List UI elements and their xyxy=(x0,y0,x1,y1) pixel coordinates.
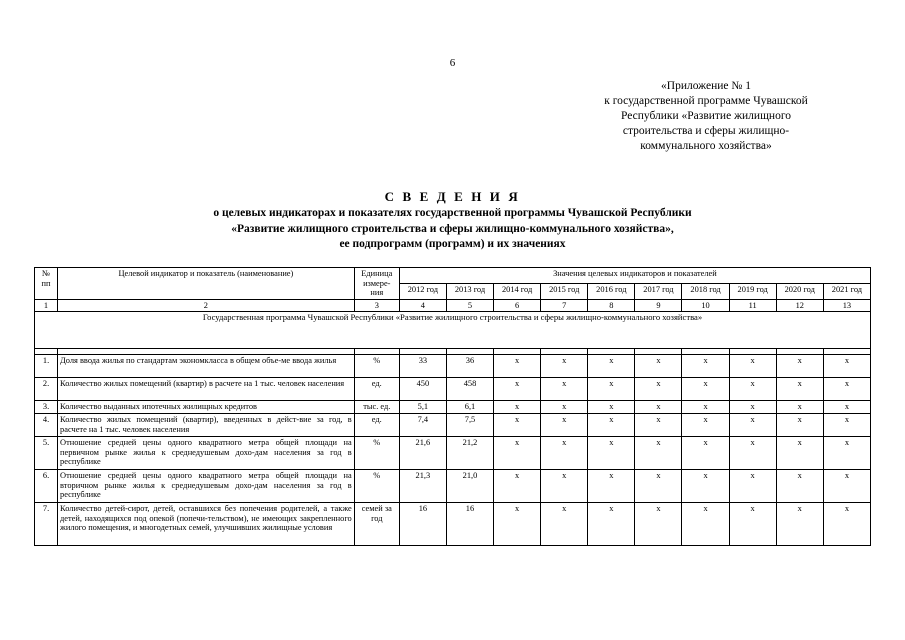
value-cell: x xyxy=(823,355,870,378)
value-cell: x xyxy=(776,378,823,401)
header-indicator: Целевой индикатор и показатель (наименование) xyxy=(58,268,355,300)
row-number: 2. xyxy=(35,378,58,401)
document-title: С В Е Д Е Н И Я xyxy=(384,189,521,204)
header-values-group: Значения целевых индикаторов и показателей xyxy=(399,268,870,284)
value-cell: x xyxy=(541,502,588,545)
indicator-name: Отношение средней цены одного квадратного метра общей площади на первичном рынке жилья к среднедушевым дохо-дам населения за год в республике xyxy=(58,436,355,469)
value-cell: x xyxy=(541,469,588,502)
column-number: 8 xyxy=(588,299,635,312)
value-cell: x xyxy=(729,502,776,545)
value-cell: x xyxy=(729,401,776,414)
table-row xyxy=(35,436,871,469)
value-cell: 33 xyxy=(399,355,446,378)
header-year: 2016 год xyxy=(588,283,635,299)
value-cell: x xyxy=(729,355,776,378)
value-cell: x xyxy=(588,469,635,502)
value-cell: x xyxy=(635,401,682,414)
value-cell: 21,3 xyxy=(399,469,446,502)
unit-cell: % xyxy=(354,355,399,378)
table-header-row xyxy=(35,268,871,284)
value-cell: x xyxy=(776,436,823,469)
value-cell: x xyxy=(635,436,682,469)
column-number: 12 xyxy=(776,299,823,312)
column-number: 9 xyxy=(635,299,682,312)
row-number: 3. xyxy=(35,401,58,414)
value-cell: x xyxy=(682,401,729,414)
value-cell: 21,0 xyxy=(446,469,493,502)
header-year: 2019 год xyxy=(729,283,776,299)
header-unit: Единица измере-ния xyxy=(354,268,399,300)
indicator-name: Количество жилых помещений (квартир), введенных в дейст-вие за год, в расчете на 1 тыс. человек населения xyxy=(58,413,355,436)
unit-cell: ед. xyxy=(354,378,399,401)
value-cell: x xyxy=(635,413,682,436)
value-cell: x xyxy=(494,355,541,378)
value-cell: x xyxy=(541,436,588,469)
value-cell: x xyxy=(729,378,776,401)
value-cell: x xyxy=(682,413,729,436)
header-year: 2018 год xyxy=(682,283,729,299)
value-cell: x xyxy=(682,378,729,401)
table-row xyxy=(35,469,871,502)
indicator-name: Количество жилых помещений (квартир) в расчете на 1 тыс. человек населения xyxy=(58,378,355,401)
column-number: 6 xyxy=(494,299,541,312)
value-cell: 7,4 xyxy=(399,413,446,436)
subtitle-line: о целевых индикаторах и показателях государственной программы Чувашской Республики xyxy=(213,207,692,219)
value-cell: x xyxy=(682,502,729,545)
header-year: 2015 год xyxy=(541,283,588,299)
row-number: 7. xyxy=(35,502,58,545)
indicator-name: Отношение средней цены одного квадратного метра общей площади на вторичном рынке жилья к среднедушевым дохо-дам населения за год в республике xyxy=(58,469,355,502)
unit-cell: % xyxy=(354,436,399,469)
appendix-line: к государственной программе Чувашской xyxy=(604,95,808,107)
column-number: 10 xyxy=(682,299,729,312)
indicator-name: Количество детей-сирот, детей, оставшихся без попечения родителей, а также детей, находящихся под опекой (попечи-тельством), не имеющих закрепленного жилого помещения, и многодетных семей, улучшивших жилищные условия xyxy=(58,502,355,545)
value-cell: x xyxy=(494,401,541,414)
value-cell: x xyxy=(541,401,588,414)
appendix-line: «Приложение № 1 xyxy=(661,80,751,92)
value-cell: x xyxy=(776,469,823,502)
column-number: 1 xyxy=(35,299,58,312)
value-cell: x xyxy=(823,401,870,414)
column-number-row xyxy=(35,299,871,312)
value-cell: x xyxy=(682,436,729,469)
value-cell: x xyxy=(776,413,823,436)
value-cell: x xyxy=(823,502,870,545)
value-cell: x xyxy=(635,378,682,401)
page-number: 6 xyxy=(449,57,456,69)
value-cell: x xyxy=(494,502,541,545)
value-cell: x xyxy=(494,436,541,469)
table-row xyxy=(35,413,871,436)
value-cell: x xyxy=(541,378,588,401)
header-year: 2021 год xyxy=(823,283,870,299)
value-cell: 21,2 xyxy=(446,436,493,469)
indicators-table xyxy=(34,267,871,546)
column-number: 2 xyxy=(58,299,355,312)
value-cell: 450 xyxy=(399,378,446,401)
unit-cell: ед. xyxy=(354,413,399,436)
value-cell: x xyxy=(635,469,682,502)
value-cell: x xyxy=(494,378,541,401)
value-cell: x xyxy=(494,413,541,436)
value-cell: x xyxy=(823,436,870,469)
value-cell: 16 xyxy=(399,502,446,545)
row-number: 1. xyxy=(35,355,58,378)
value-cell: x xyxy=(776,401,823,414)
value-cell: x xyxy=(682,469,729,502)
row-number: 4. xyxy=(35,413,58,436)
section-row xyxy=(35,312,871,349)
header-year: 2012 год xyxy=(399,283,446,299)
table-row xyxy=(35,378,871,401)
subtitle-line: ее подпрограмм (программ) и их значениях xyxy=(339,238,566,250)
appendix-line: Республики «Развитие жилищного xyxy=(620,110,792,122)
column-number: 3 xyxy=(354,299,399,312)
value-cell: x xyxy=(823,469,870,502)
column-number: 7 xyxy=(541,299,588,312)
table-row xyxy=(35,502,871,545)
value-cell: x xyxy=(588,378,635,401)
value-cell: 36 xyxy=(446,355,493,378)
column-number: 11 xyxy=(729,299,776,312)
row-number: 6. xyxy=(35,469,58,502)
header-year: 2013 год xyxy=(446,283,493,299)
unit-cell: семей за год xyxy=(354,502,399,545)
appendix-note xyxy=(586,79,826,154)
value-cell: x xyxy=(682,355,729,378)
column-number: 5 xyxy=(446,299,493,312)
column-number: 13 xyxy=(823,299,870,312)
value-cell: x xyxy=(776,355,823,378)
value-cell: 7,5 xyxy=(446,413,493,436)
value-cell: 458 xyxy=(446,378,493,401)
appendix-line: коммунального хозяйства» xyxy=(640,140,772,152)
value-cell: x xyxy=(588,413,635,436)
value-cell: x xyxy=(823,378,870,401)
value-cell: 21,6 xyxy=(399,436,446,469)
header-year: 2014 год xyxy=(494,283,541,299)
value-cell: x xyxy=(776,502,823,545)
unit-cell: тыс. ед. xyxy=(354,401,399,414)
value-cell: x xyxy=(494,469,541,502)
value-cell: x xyxy=(729,469,776,502)
unit-cell: % xyxy=(354,469,399,502)
value-cell: x xyxy=(729,436,776,469)
value-cell: 16 xyxy=(446,502,493,545)
value-cell: 5,1 xyxy=(399,401,446,414)
appendix-line: строительства и сферы жилищно- xyxy=(622,125,790,137)
value-cell: x xyxy=(823,413,870,436)
value-cell: x xyxy=(541,355,588,378)
value-cell: x xyxy=(588,355,635,378)
value-cell: x xyxy=(588,401,635,414)
value-cell: x xyxy=(729,413,776,436)
row-number: 5. xyxy=(35,436,58,469)
section-title: Государственная программа Чувашской Республики «Развитие жилищного строительства и сферы жилищно-коммунального хозяйства» xyxy=(35,312,871,349)
table-row xyxy=(35,355,871,378)
indicator-name: Количество выданных ипотечных жилищных кредитов xyxy=(58,401,355,414)
value-cell: x xyxy=(541,413,588,436)
header-year: 2020 год xyxy=(776,283,823,299)
indicator-name: Доля ввода жилья по стандартам экономкласса в общем объе-ме ввода жилья xyxy=(58,355,355,378)
value-cell: x xyxy=(588,502,635,545)
header-no: № пп xyxy=(35,268,58,300)
header-year: 2017 год xyxy=(635,283,682,299)
value-cell: x xyxy=(588,436,635,469)
table-row xyxy=(35,401,871,414)
column-number: 4 xyxy=(399,299,446,312)
subtitle-line: «Развитие жилищного строительства и сферы жилищно-коммунального хозяйства», xyxy=(231,222,674,235)
document-subtitle xyxy=(0,206,905,253)
value-cell: x xyxy=(635,355,682,378)
value-cell: x xyxy=(635,502,682,545)
value-cell: 6,1 xyxy=(446,401,493,414)
